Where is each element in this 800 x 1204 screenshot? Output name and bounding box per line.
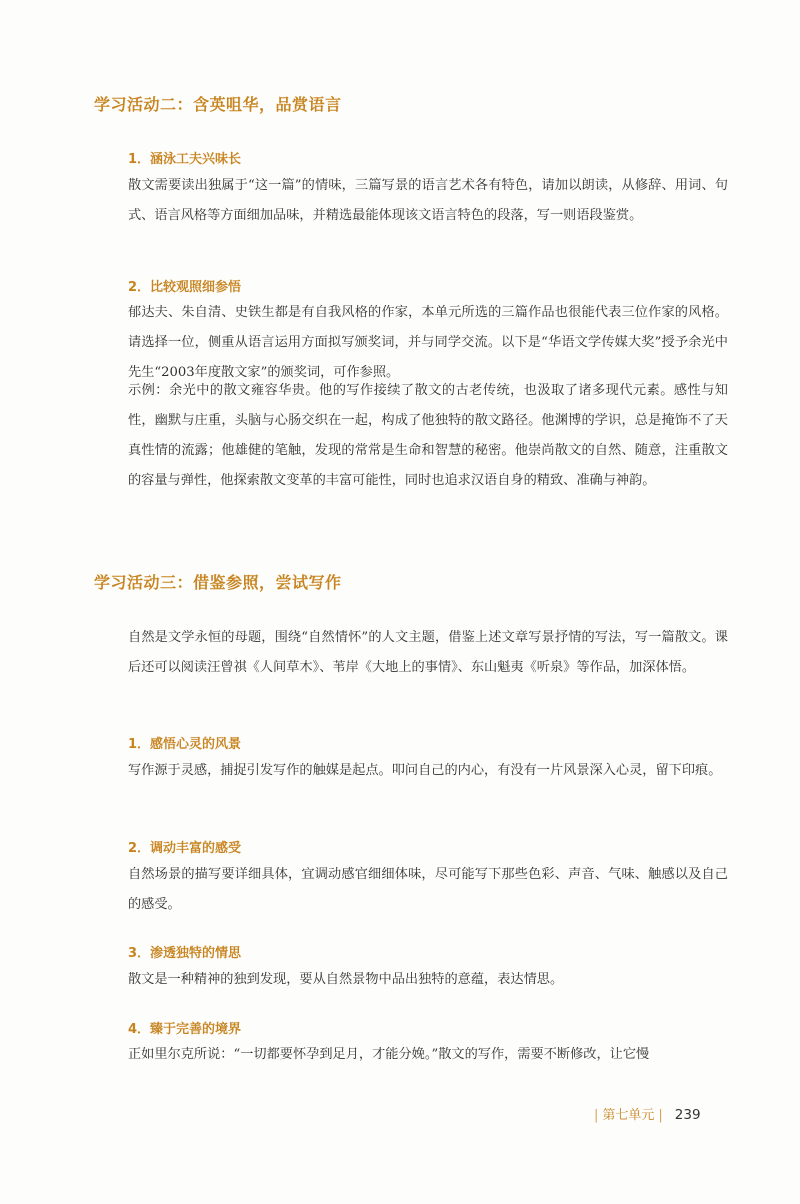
activity3-section4-title: 4．臻于完善的境界 (128, 1022, 242, 1037)
activity2-section1-title: 1．涵泳工夫兴味长 (128, 152, 242, 167)
activity3-section1-paragraph: 写作源于灵感，捕捉引发写作的触媒是起点。叩问自己的内心，有没有一片风景深入心灵，留下印痕。 (128, 763, 722, 778)
footer-separator-right: | (658, 1108, 663, 1123)
activity2-section1-paragraph: 散文需要读出独属于“这一篇”的情味，三篇写景的语言艺术各有特色，请加以朗读，从修辞、用词、句式、语言风格等方面细加品味，并精选最能体现该文语言特色的段落，写一则语段鉴赏。 (128, 178, 728, 223)
activity2-title: 学习活动二：含英咀华，品赏语言 (94, 95, 342, 114)
activity3-section1-title: 1．感悟心灵的风景 (128, 737, 242, 752)
activity3-intro: 自然是文学永恒的母题，围绕“自然情怀”的人文主题，借鉴上述文章写景抒情的写法，写一篇散文。课后还可以阅读汪曾祺《人间草木》、苇岸《大地上的事情》、东山魁夷《听泉》等作品，加深体悟。 (128, 630, 728, 675)
activity2-section2-example: 示例：余光中的散文雍容华贵。他的写作接续了散文的古老传统，也汲取了诸多现代元素。感性与知性，幽默与庄重，头脑与心肠交织在一起，构成了他独特的散文路径。他渊博的学识，总是掩饰不了天真性情的流露；他雄健的笔触，发现的常常是生命和智慧的秘密。他崇尚散文的自然、随意，注重散文的容量与弹性，他探索散文变革的丰富可能性，同时也追求汉语自身的精致、准确与神韵。 (128, 383, 728, 488)
activity2-section2-title: 2．比较观照细参悟 (128, 280, 242, 295)
activity3-section2-title: 2．调动丰富的感受 (128, 841, 242, 856)
activity2-section2-paragraph: 郁达夫、朱自清、史铁生都是有自我风格的作家，本单元所选的三篇作品也很能代表三位作家的风格。请选择一位，侧重从语言运用方面拟写颁奖词，并与同学交流。以下是“华语文学传媒大奖”授予余光中先生“2003年度散文家”的颁奖词，可作参照。 (128, 305, 728, 380)
page-number: 239 (674, 1107, 701, 1123)
activity3-section3-title: 3．渗透独特的情思 (128, 946, 242, 961)
unit-label: 第七单元 (602, 1108, 655, 1123)
footer-separator-left: | (594, 1108, 599, 1123)
activity3-title: 学习活动三：借鉴参照，尝试写作 (94, 573, 342, 592)
activity3-section2-paragraph: 自然场景的描写要详细具体，宜调动感官细细体味，尽可能写下那些色彩、声音、气味、触感以及自己的感受。 (128, 867, 728, 912)
page-footer (590, 1104, 701, 1123)
activity3-section3-paragraph: 散文是一种精神的独到发现，要从自然景物中品出独特的意蕴，表达情思。 (128, 972, 564, 987)
activity3-section4-paragraph: 正如里尔克所说：“一切都要怀孕到足月，才能分娩。”散文的写作，需要不断修改，让它慢 (128, 1047, 650, 1062)
